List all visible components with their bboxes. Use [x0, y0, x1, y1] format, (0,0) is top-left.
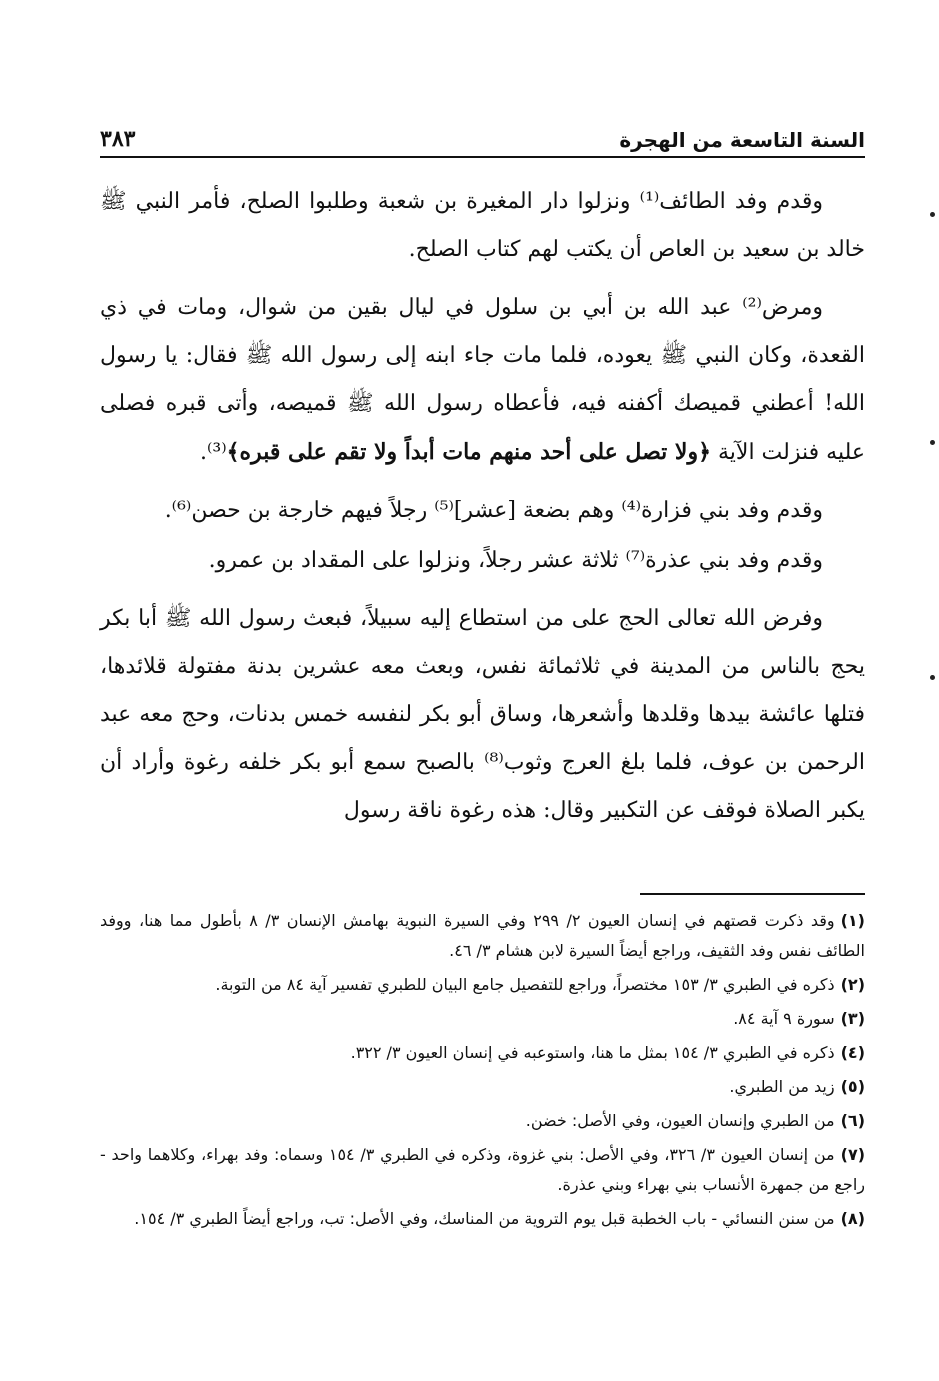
footnote-number: (٦): [840, 1111, 865, 1130]
footnote-number: (٢): [840, 975, 865, 994]
footnote-text: من إنسان العيون ٣/ ٣٢٦، وفي الأصل: بني غزوة، وذكره في الطبري ٣/ ١٥٤ وسماه: وفد بهراء، وكلاهما واحد - راجع من جمهرة الأنساب بني بهراء وبني عذرة.: [100, 1145, 865, 1194]
footnote-number: (٣): [840, 1009, 865, 1028]
footnote-number: (٨): [840, 1209, 865, 1228]
footnote-separator: [640, 893, 865, 895]
footnote-text: من الطبري وإنسان العيون، وفي الأصل: خضن.: [525, 1111, 835, 1130]
scan-speck: [930, 212, 935, 217]
scan-speck: [930, 675, 935, 680]
footnote: [100, 1106, 865, 1136]
paragraph-fazara-delegation: وقدم وفد بني فزارة⁽⁴⁾ وهم بضعة [عشر]⁽⁵⁾ رجلاً فيهم خارجة بن حصن⁽⁶⁾.: [164, 498, 823, 523]
footnote-number: (٧): [840, 1145, 866, 1164]
running-header: [100, 112, 865, 158]
chapter-title: السنة التاسعة من الهجرة: [619, 128, 865, 152]
footnote-text: زيد من الطبري.: [729, 1077, 835, 1096]
footnote-ref: ⁽³⁾.: [200, 440, 227, 465]
footnote: [100, 1204, 865, 1234]
page-number: ٣٨٣: [100, 126, 136, 152]
footnotes: [100, 906, 865, 1238]
paragraph-taif-delegation: وقدم وفد الطائف⁽¹⁾ ونزلوا دار المغيرة بن شعبة وطلبوا الصلح، فأمر النبي ﷺ خالد بن سعيد بن العاص أن يكتب لهم كتاب الصلح.: [100, 189, 865, 262]
paragraph-udhra-delegation: وقدم وفد بني عذرة⁽⁷⁾ ثلاثة عشر رجلاً، ونزلوا على المقداد بن عمرو.: [208, 548, 823, 573]
paragraph-abdullah-ibn-ubayy: [100, 284, 865, 477]
footnote-text: ذكره في الطبري ٣/ ١٥٤ بمثل ما هنا، واستوعبه في إنسان العيون ٣/ ٣٢٢.: [350, 1043, 835, 1062]
footnote-text: وقد ذكرت قصتهم في إنسان العيون ٢/ ٢٩٩ وفي السيرة النبوية بهامش الإنسان ٣/ ٨ بأطول مما هنا، ووفد الطائف نفس وفد الثقيف، وراجع أيضاً السيرة لابن هشام ٣/ ٤٦.: [100, 911, 865, 960]
footnote: [100, 1038, 865, 1068]
footnote: [100, 1072, 865, 1102]
footnote-number: (١): [840, 911, 865, 930]
scan-speck: [930, 440, 935, 445]
footnote-text: سورة ٩ آية ٨٤.: [733, 1009, 835, 1028]
footnote: [100, 970, 865, 1000]
footnote: [100, 906, 865, 966]
footnote-text: ذكره في الطبري ٣/ ١٥٣ مختصراً، وراجع للتفصيل جامع البيان للطبري تفسير آية ٨٤ من التوبة.: [215, 975, 835, 994]
footnote: [100, 1004, 865, 1034]
footnote-text: من سنن النسائي - باب الخطبة قبل يوم التروية من المناسك، وفي الأصل: تب، وراجع أيضاً الطبري ٣/ ١٥٤.: [134, 1209, 835, 1228]
quran-verse: ﴿ولا تصل على أحد منهم مات أبداً ولا تقم على قبره﴾: [226, 439, 711, 465]
paragraph-text: ومرض⁽²⁾ عبد الله بن أبي بن سلول في ليال بقين من شوال، ومات في ذي القعدة، وكان النبي ﷺ يعوده، فلما مات جاء ابنه إلى رسول الله ﷺ فقال: يا رسول الله! أعطني قميصك أكفنه فيه، فأعطاه رسول الله ﷺ قميصه، وأتى قبره فصلى عليه فنزلت الآية: [100, 295, 865, 465]
footnote-number: (٥): [840, 1077, 865, 1096]
main-text: [100, 178, 865, 835]
footnote-number: (٤): [840, 1043, 865, 1062]
paragraph-hajj: وفرض الله تعالى الحج على من استطاع إليه سبيلاً، فبعث رسول الله ﷺ أبا بكر يحج بالناس من المدينة في ثلاثمائة نفس، وبعث معه عشرين بدنة مفتولة قلائدها، فتلها عائشة بيدها وقلدها وأشعرها، وساق أبو بكر لنفسه خمس بدنات، وحج معه عبد الرحمن بن عوف، فلما بلغ العرج وثوب⁽⁸⁾ بالصبح سمع أبو بكر خلفه رغوة وأراد أن يكبر الصلاة فوقف عن التكبير وقال: هذه رغوة ناقة رسول: [100, 606, 865, 823]
footnote: [100, 1140, 865, 1200]
